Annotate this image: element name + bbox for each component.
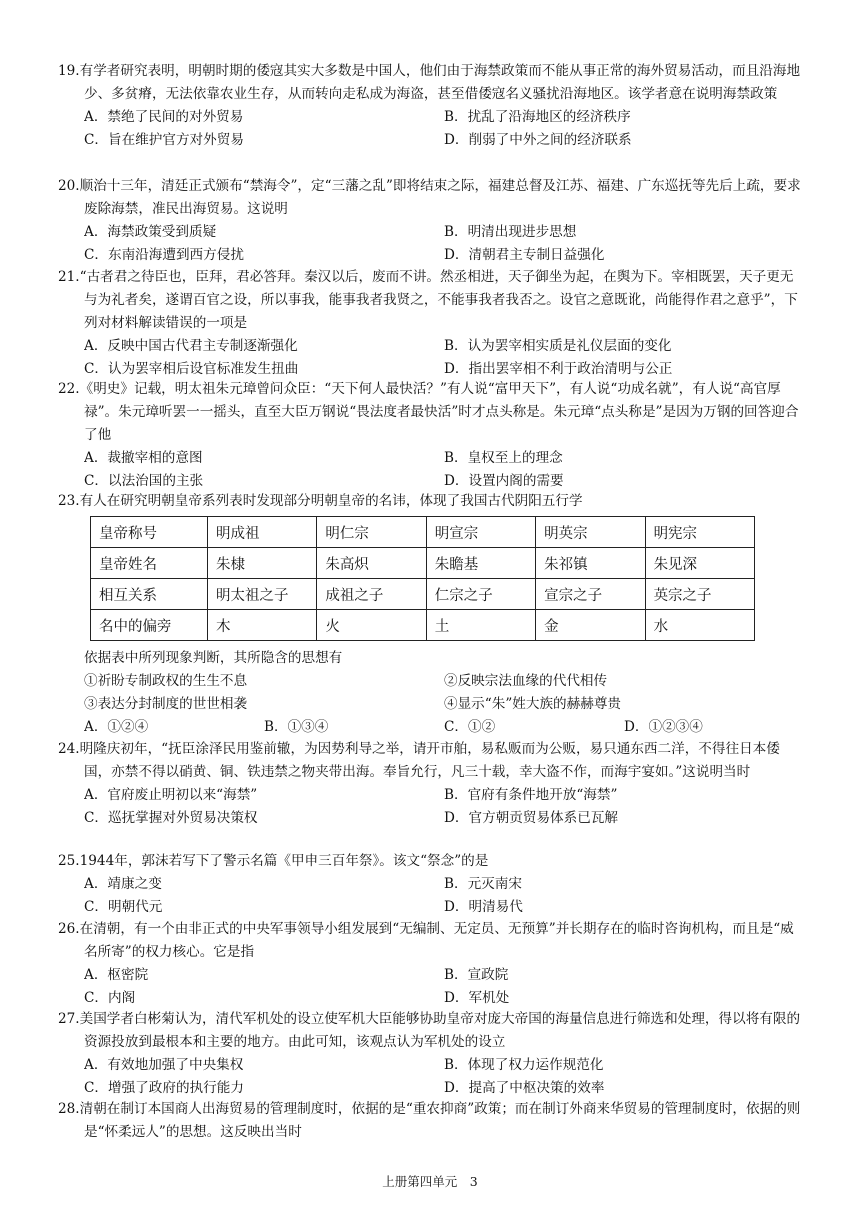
- question-stem: 有学者研究表明，明朝时期的倭寇其实大多数是中国人，他们由于海禁政策而不能从事正常的海外贸易活动，而且沿海地少、多贫瘠，无法依靠农业生存，从而转向走私成为海盗，甚至借倭寇名义骚扰沿海地区。该学者意在说明海禁政策: [79, 63, 801, 102]
- option-b[interactable]: B．宣政院: [444, 967, 509, 983]
- options: [58, 873, 804, 919]
- table-cell: 朱瞻基: [426, 548, 535, 579]
- question-number: 21.: [58, 269, 80, 285]
- question-number: 26.: [58, 921, 80, 937]
- statement-3: ③表达分封制度的世世相袭: [84, 696, 248, 712]
- statement-1: ①祈盼专制政权的生生不息: [84, 673, 248, 689]
- question-22: [58, 378, 804, 493]
- option-a[interactable]: A．反映中国古代君主专制逐渐强化: [84, 338, 298, 354]
- option-b[interactable]: B．明清出现进步思想: [444, 224, 577, 240]
- question-stem: 明隆庆初年，“抚臣涂泽民用鉴前辙，为因势利导之举，请开市舶，易私贩而为公贩，易只通东西二洋，不得往日本倭国，亦禁不得以硝黄、铜、铁违禁之物夹带出海。奉旨允行，凡三十载，幸大盗不作，而海宇宴如。”这说明当时: [79, 741, 780, 780]
- table-cell: 英宗之子: [645, 579, 754, 610]
- question-19: [58, 60, 804, 152]
- table-cell: 皇帝称号: [91, 517, 208, 548]
- table-cell: 朱见深: [645, 548, 754, 579]
- option-a[interactable]: A．裁撤宰相的意图: [84, 450, 203, 466]
- table-cell: 皇帝姓名: [91, 548, 208, 579]
- table-cell: 明宪宗: [645, 517, 754, 548]
- question-stem: 有人在研究明朝皇帝系列表时发现部分明朝皇帝的名讳，体现了我国古代阴阳五行学: [79, 493, 583, 509]
- option-c[interactable]: C．增强了政府的执行能力: [84, 1080, 244, 1096]
- question-stem: 1944年，郭沫若写下了警示名篇《甲申三百年祭》。该文“祭念”的是: [79, 853, 489, 869]
- option-c[interactable]: C．旨在维护官方对外贸易: [84, 132, 244, 148]
- table-cell: 朱高炽: [317, 548, 426, 579]
- option-b[interactable]: B．①③④: [264, 719, 329, 735]
- option-b[interactable]: B．官府有条件地开放“海禁”: [444, 787, 618, 803]
- option-c[interactable]: C．明朝代元: [84, 899, 163, 915]
- table-cell: 朱祁镇: [536, 548, 645, 579]
- table-cell: 成祖之子: [317, 579, 426, 610]
- question-number: 19.: [58, 63, 80, 79]
- question-stem: 在清朝，有一个由非正式的中央军事领导小组发展到“无编制、无定员、无预算”并长期存在的临时咨询机构，而且是“威名所寄”的权力核心。它是指: [79, 921, 794, 960]
- option-a[interactable]: A．枢密院: [84, 967, 149, 983]
- table-row: [91, 517, 755, 548]
- question-27: [58, 1008, 804, 1100]
- question-stem: 美国学者白彬菊认为，清代军机处的设立使军机大臣能够协助皇帝对庞大帝国的海量信息进行筛选和处理，得以将有限的资源投放到最根本和主要的地方。由此可知，该观点认为军机处的设立: [79, 1011, 801, 1050]
- option-d[interactable]: D．清朝君主专制日益强化: [444, 247, 605, 263]
- option-d[interactable]: D．指出罢宰相不利于政治清明与公正: [444, 361, 673, 377]
- table-row: [91, 610, 755, 641]
- options: [58, 335, 804, 381]
- option-b[interactable]: B．皇权至上的理念: [444, 450, 563, 466]
- option-b[interactable]: B．元灭南宋: [444, 876, 522, 892]
- statement-list: [58, 670, 804, 716]
- options: [58, 964, 804, 1010]
- table-cell: 明仁宗: [317, 517, 426, 548]
- question-number: 27.: [58, 1011, 80, 1027]
- option-d[interactable]: D．削弱了中外之间的经济联系: [444, 132, 632, 148]
- table-cell: 明太祖之子: [208, 579, 317, 610]
- question-23: [58, 490, 804, 513]
- option-d[interactable]: D．明清易代: [444, 899, 523, 915]
- question-23-continued: [58, 647, 804, 739]
- option-d[interactable]: D．提高了中枢决策的效率: [444, 1080, 605, 1096]
- option-d[interactable]: D．设置内阁的需要: [444, 473, 564, 489]
- question-stem: 清朝在制订本国商人出海贸易的管理制度时，依据的是“重农抑商”政策；而在制订外商来华贸易的管理制度时，依据的则是“怀柔远人”的思想。这反映出当时: [79, 1101, 801, 1140]
- option-b[interactable]: B．扰乱了沿海地区的经济秩序: [444, 109, 631, 125]
- question-stem: 《明史》记载，明太祖朱元璋曾问众臣：“天下何人最快活？”有人说“富甲天下”，有人说“功成名就”，有人说“高官厚禄”。朱元璋听罢一一摇头，直至大臣万钢说“畏法度者最快活”时才点头称是。朱元璋“点头称是”是因为万钢的回答迎合了他: [79, 381, 799, 443]
- option-c[interactable]: C．①②: [444, 719, 496, 735]
- table-row: [91, 579, 755, 610]
- question-number: 28.: [58, 1101, 80, 1117]
- option-d[interactable]: D．①②③④: [624, 719, 703, 735]
- option-d[interactable]: D．军机处: [444, 990, 510, 1006]
- table-cell: 水: [645, 610, 754, 641]
- emperor-table: [90, 516, 755, 641]
- table-cell: 宣宗之子: [536, 579, 645, 610]
- table-cell: 朱棣: [208, 548, 317, 579]
- table-cell: 火: [317, 610, 426, 641]
- statement-2: ②反映宗法血缘的代代相传: [444, 673, 608, 689]
- option-d[interactable]: D．官方朝贡贸易体系已瓦解: [444, 810, 619, 826]
- question-21: [58, 266, 804, 381]
- table-cell: 相互关系: [91, 579, 208, 610]
- option-c[interactable]: C．以法治国的主张: [84, 473, 204, 489]
- options: [58, 221, 804, 267]
- options: [58, 716, 804, 739]
- table-row: [91, 548, 755, 579]
- option-b[interactable]: B．认为罢宰相实质是礼仪层面的变化: [444, 338, 672, 354]
- question-20: [58, 175, 804, 267]
- option-c[interactable]: C．内阁: [84, 990, 136, 1006]
- table-cell: 土: [426, 610, 535, 641]
- options: [58, 784, 804, 830]
- question-stem: 顺治十三年，清廷正式颁布“禁海令”，定“三藩之乱”即将结束之际，福建总督及江苏、福建、广东巡抚等先后上疏，要求废除海禁，准民出海贸易。这说明: [79, 178, 801, 217]
- options: [58, 1054, 804, 1100]
- option-c[interactable]: C．东南沿海遭到西方侵扰: [84, 247, 244, 263]
- options: [58, 106, 804, 152]
- page-footer: 上册第四单元 3: [382, 1174, 478, 1189]
- question-number: 23.: [58, 493, 80, 509]
- question-number: 24.: [58, 741, 80, 757]
- option-b[interactable]: B．体现了权力运作规范化: [444, 1057, 604, 1073]
- question-number: 22.: [58, 381, 80, 397]
- option-a[interactable]: A．有效地加强了中央集权: [84, 1057, 244, 1073]
- option-c[interactable]: C．认为罢宰相后设官标准发生扭曲: [84, 361, 299, 377]
- options: [58, 447, 804, 493]
- table-cell: 明英宗: [536, 517, 645, 548]
- question-stem: “古者君之待臣也，臣拜，君必答拜。秦汉以后，废而不讲。然丞相进，天子御坐为起，在舆为下。宰相既罢，天子更无与为礼者矣，遂谓百官之设，所以事我，能事我者我贤之，不能事我者我否之。设官之意既讹，尚能得作君之意乎”，下列对材料解读错误的一项是: [79, 269, 798, 331]
- question-25: [58, 850, 804, 919]
- option-a[interactable]: A．官府废止明初以来“海禁”: [84, 787, 258, 803]
- table-cell: 仁宗之子: [426, 579, 535, 610]
- table-cell: 明成祖: [208, 517, 317, 548]
- question-number: 20.: [58, 178, 80, 194]
- question-26: [58, 918, 804, 1010]
- question-prompt: 依据表中所列现象判断，其所隐含的思想有: [84, 650, 343, 666]
- question-24: [58, 738, 804, 830]
- table-cell: 金: [536, 610, 645, 641]
- option-a[interactable]: A．①②④: [84, 719, 149, 735]
- option-a[interactable]: A．海禁政策受到质疑: [84, 224, 217, 240]
- question-number: 25.: [58, 853, 80, 869]
- question-28: [58, 1098, 804, 1144]
- option-c[interactable]: C．巡抚掌握对外贸易决策权: [84, 810, 258, 826]
- table-cell: 明宣宗: [426, 517, 535, 548]
- option-a[interactable]: A．禁绝了民间的对外贸易: [84, 109, 244, 125]
- table-cell: 木: [208, 610, 317, 641]
- statement-4: ④显示“朱”姓大族的赫赫尊贵: [444, 696, 622, 712]
- option-a[interactable]: A．靖康之变: [84, 876, 162, 892]
- table-cell: 名中的偏旁: [91, 610, 208, 641]
